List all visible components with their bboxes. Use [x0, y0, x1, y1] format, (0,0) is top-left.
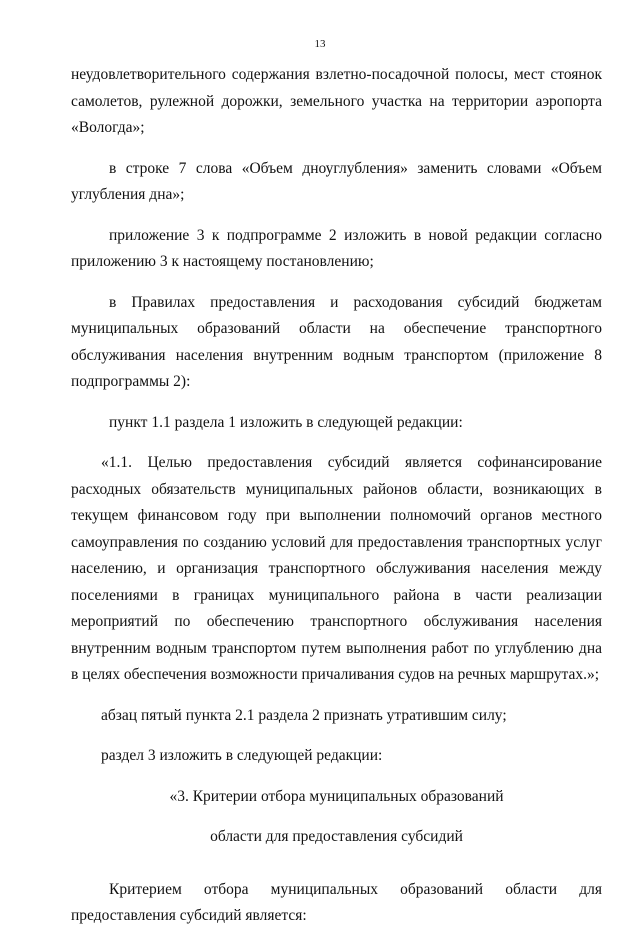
page-number: 13 [314, 38, 326, 50]
section-heading-line-2: области для предоставления субсидий [210, 828, 463, 845]
paragraph-appendix-3: приложение 3 к подпрограмме 2 изложить в новой редакции согласно приложению 3 к настоящему постановлению; [71, 226, 602, 270]
paragraph-section-3: раздел 3 изложить в следующей редакции: [101, 747, 383, 764]
spacer [71, 209, 602, 223]
spacer [71, 396, 602, 410]
spacer [71, 689, 602, 703]
paragraph-quote-1-1: «1.1. Целью предоставления субсидий является софинансирование расходных обязательств муниципальных районов области, возникающих в текущем финансовом году при выполнении полномочий органов местного самоуправления по созданию условий для предоставления транспортных услуг населению, и организация транспортного обслуживания населения между поселениями в границах муниципального района в части реализации мероприятий по обеспечению транспортного обслуживания населения внутренним водным транспортом путем выполнения работ по углублению дна в целях обеспечения возможности причаливания судов на речных маршрутах.»; [71, 454, 602, 683]
paragraph-criterion: Критерием отбора муниципальных образований области для предоставления субсидий является: [71, 880, 602, 924]
section-heading-line-1: «3. Критерии отбора муниципальных образований [169, 787, 504, 805]
paragraph-point-1-1: пункт 1.1 раздела 1 изложить в следующей редакции: [109, 413, 463, 431]
spacer [71, 851, 602, 877]
spacer [71, 436, 602, 450]
paragraph-point-2-1: абзац пятый пункта 2.1 раздела 2 признать утратившим силу; [101, 706, 507, 724]
spacer [71, 142, 602, 156]
spacer [71, 810, 602, 824]
paragraph-rules: в Правилах предоставления и расходования субсидий бюджетам муниципальных образований области на обеспечение транспортного обслуживания населения внутренним водным транспортом (приложение 8 подпрограммы 2): [71, 293, 602, 390]
paragraph-row-7: в строке 7 слова «Объем дноуглубления» заменить словами «Объем углубления дна»; [71, 159, 602, 203]
spacer [71, 770, 602, 784]
spacer [71, 729, 602, 743]
paragraph-airport: неудовлетворительного содержания взлетно-посадочной полосы, мест стоянок самолетов, рулежной дорожки, земельного участка на территории аэропорта «Вологда»; [71, 66, 602, 136]
spacer [71, 276, 602, 290]
document-body [71, 62, 602, 930]
